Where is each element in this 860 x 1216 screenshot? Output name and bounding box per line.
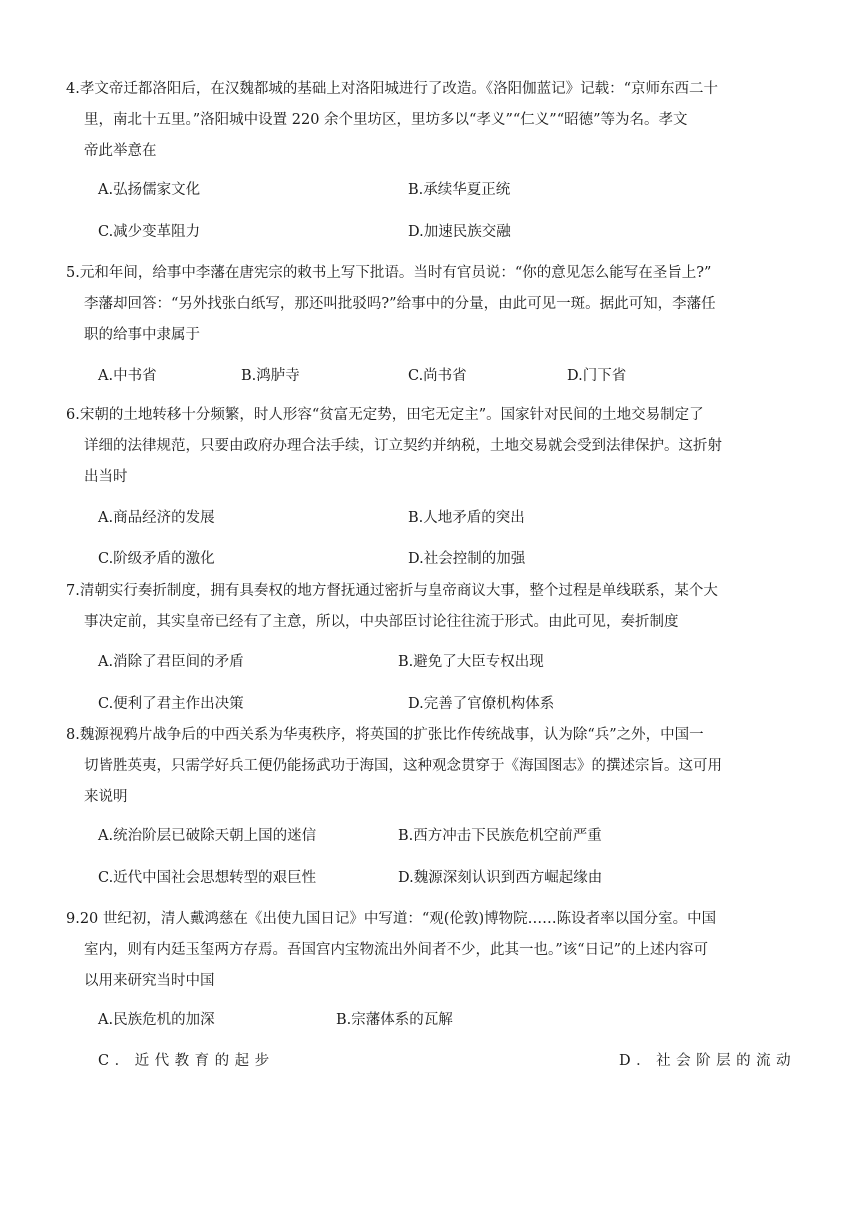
question-6-option-b[interactable]: B.人地矛盾的突出 (408, 510, 525, 526)
question-8 (66, 720, 796, 813)
question-8-option-a[interactable]: A.统治阶层已破除天朝上国的迷信 (98, 828, 317, 844)
question-5-option-b[interactable]: B.鸿胪寺 (241, 368, 300, 384)
question-5-line-3: 职的给事中隶属于 (84, 327, 200, 343)
question-4-option-b[interactable]: B.承续华夏正统 (408, 182, 511, 198)
question-5-line-1: 5.元和年间，给事中李藩在唐宪宗的敕书上写下批语。当时有官员说：“你的意见怎么能写在圣旨上?” (66, 265, 712, 281)
question-4-line-3: 帝此举意在 (84, 143, 157, 159)
question-9-line-1: 9.20 世纪初，清人戴鸿慈在《出使九国日记》中写道：“观(伦敦)博物院……陈设者率以国分室。中国 (66, 911, 717, 927)
question-4-line-1: 4.孝文帝迁都洛阳后，在汉魏都城的基础上对洛阳城进行了改造。《洛阳伽蓝记》记载：“京师东西二十 (66, 81, 718, 97)
question-7 (66, 576, 796, 638)
question-6-option-c[interactable]: C.阶级矛盾的激化 (98, 551, 215, 567)
question-9 (66, 904, 796, 997)
question-4-option-a[interactable]: A.弘扬儒家文化 (98, 182, 201, 198)
question-8-option-c[interactable]: C.近代中国社会思想转型的艰巨性 (98, 870, 317, 886)
question-4 (66, 74, 796, 167)
question-6-line-2: 详细的法律规范，只要由政府办理合法手续，订立契约并纳税，土地交易就会受到法律保护。这折射 (84, 438, 722, 454)
question-9-option-c[interactable]: C．近代教育的起步 (98, 1053, 275, 1069)
question-8-line-1: 8.魏源视鸦片战争后的中西关系为华夷秩序，将英国的扩张比作传统战事，认为除“兵”之外，中国一 (66, 727, 704, 743)
question-4-option-d[interactable]: D.加速民族交融 (408, 224, 511, 240)
question-8-line-3: 来说明 (84, 789, 128, 805)
question-6-line-1: 6.宋朝的土地转移十分频繁，时人形容“贫富无定势，田宅无定主”。国家针对民间的土地交易制定了 (66, 407, 704, 423)
question-6-line-3: 出当时 (84, 469, 128, 485)
question-5-line-2: 李藩却回答：“另外找张白纸写，那还叫批驳吗?”给事中的分量，由此可见一斑。据此可知，李藩任 (84, 296, 716, 312)
question-7-option-c[interactable]: C.便利了君主作出决策 (98, 696, 244, 712)
question-9-option-b[interactable]: B.宗藩体系的瓦解 (336, 1012, 453, 1028)
question-7-option-a[interactable]: A.消除了君臣间的矛盾 (98, 654, 244, 670)
question-4-option-c[interactable]: C.减少变革阻力 (98, 224, 201, 240)
question-4-line-2: 里，南北十五里。”洛阳城中设置 220 余个里坊区，里坊多以“孝义”“仁义”“昭德”等为名。孝文 (84, 112, 688, 128)
question-7-option-d[interactable]: D.完善了官僚机构体系 (408, 696, 555, 712)
question-7-line-1: 7.清朝实行奏折制度，拥有具奏权的地方督抚通过密折与皇帝商议大事，整个过程是单线联系，某个大 (66, 583, 718, 599)
question-9-line-2: 室内，则有内廷玉玺两方存焉。吾国宫内宝物流出外间者不少，此其一也。”该“日记”的上述内容可 (84, 942, 708, 958)
question-9-line-3: 以用来研究当时中国 (84, 973, 215, 989)
question-6-option-a[interactable]: A.商品经济的发展 (98, 510, 215, 526)
question-7-line-2: 事决定前，其实皇帝已经有了主意，所以，中央部臣讨论往往流于形式。由此可见，奏折制度 (84, 614, 679, 630)
question-8-option-d[interactable]: D.魏源深刻认识到西方崛起缘由 (398, 870, 603, 886)
question-5 (66, 258, 796, 351)
question-8-option-b[interactable]: B.西方冲击下民族危机空前严重 (398, 828, 602, 844)
question-6 (66, 400, 796, 493)
question-8-line-2: 切皆胜英夷，只需学好兵工便仍能扬武功于海国，这种观念贯穿于《海国图志》的撰述宗旨。这可用 (84, 758, 722, 774)
question-5-option-d[interactable]: D.门下省 (567, 368, 627, 384)
question-6-option-d[interactable]: D.社会控制的加强 (408, 551, 526, 567)
question-9-option-a[interactable]: A.民族危机的加深 (98, 1012, 215, 1028)
question-5-option-c[interactable]: C.尚书省 (408, 368, 467, 384)
question-5-option-a[interactable]: A.中书省 (98, 368, 157, 384)
question-9-option-d[interactable]: D．社会阶层的流动 (619, 1053, 797, 1069)
question-7-option-b[interactable]: B.避免了大臣专权出现 (398, 654, 544, 670)
